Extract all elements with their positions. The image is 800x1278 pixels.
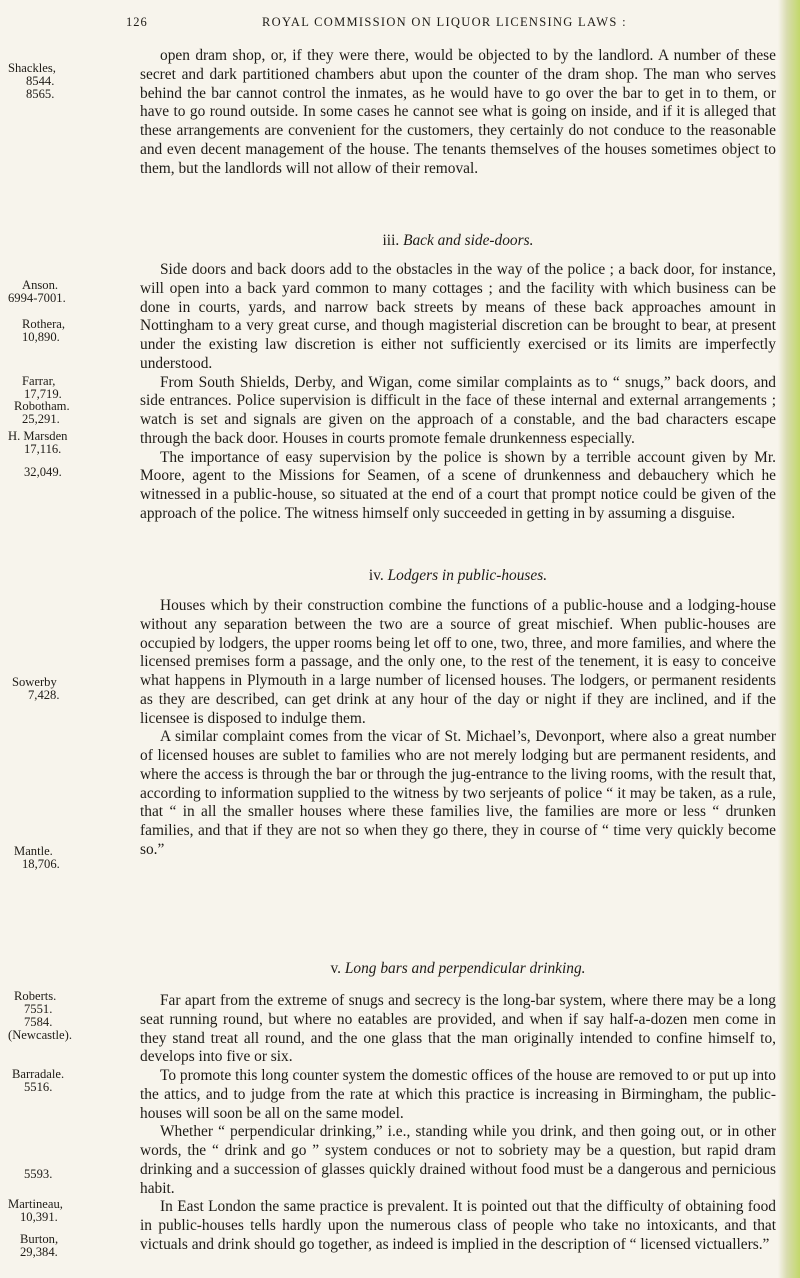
paragraph: In East London the same practice is prevalent. It is pointed out that the difficulty of obtaining food in public-houses tells hardly upon the numerous class of people who take no intoxicants, and that victuals and drink should go together, as indeed is implied in the description of “ licensed victuallers.” (140, 1198, 776, 1253)
margin-ref: 7551. (24, 1002, 53, 1016)
heading-title: Back and side-doors. (403, 232, 534, 249)
paragraph: Whether “ perpendicular drinking,” i.e., standing while you drink, and then going out, or in other words, the “ drink and go ” system conduces or not to sobriety may be a question, but rapid dram drinking and a succession of glasses quickly drained without food must be a dangerous and pernicious habit. (140, 1123, 776, 1197)
paragraph: From South Shields, Derby, and Wigan, come similar complaints as to “ snugs,” back doors, and side entrances. Police supervision is difficult in the face of these internal and external arrangements ; watch is set and signals are given on the approach of a constable, and the bad characters escape through the back door. Houses in courts promote female drunkenness especially. (140, 373, 776, 447)
heading-title: Lodgers in public-houses. (387, 567, 548, 584)
margin-note-marsden (8, 430, 138, 456)
page-number: 126 (126, 15, 148, 29)
margin-note-anson (8, 279, 138, 305)
paragraph: A similar complaint comes from the vicar of St. Michael’s, Devonport, where also a great number of licensed houses are sublet to families who are not merely lodging but are permanent residents, and where the access is through the bar or through the jug-entrance to the living rooms, with the result that, according to information supplied to the witness by two serjeants of police “ it may be taken, as a rule, that “ in all the smaller houses where these families live, the families are more or less “ drunken families, and that if they are not so when they go there, they in course of “ time very quickly become so.” (140, 728, 776, 858)
margin-name: Farrar, (22, 374, 56, 388)
margin-note-sowerby (8, 676, 138, 702)
body-text-section-iv (140, 597, 776, 860)
margin-ref: 18,706. (22, 857, 60, 871)
margin-ref: 17,719. (24, 387, 62, 401)
heading-number: iv. (368, 567, 384, 584)
margin-ref: 7584. (24, 1015, 53, 1029)
margin-name: H. Marsden (8, 429, 68, 443)
page-edge-tint (778, 0, 800, 1278)
margin-ref: 8565. (26, 87, 55, 101)
paragraph: To promote this long counter system the domestic offices of the house are removed to or put up into the attics, and to judge from the rate at which this practice is increasing in Birmingham, the public-houses will soon be all on the same model. (140, 1067, 776, 1122)
margin-name: Rothera, (22, 317, 66, 331)
margin-name: Martineau, (8, 1197, 63, 1211)
margin-name: Anson. (22, 278, 59, 292)
margin-ref: 17,116. (24, 442, 62, 456)
section-heading-iv (140, 567, 776, 585)
margin-note-roberts (8, 990, 138, 1042)
margin-name: Barradale. (12, 1067, 65, 1081)
paragraph: Side doors and back doors add to the obstacles in the way of the police ; a back door, for instance, will open into a back yard common to many cottages ; and the facility with which business can be done in courts, yards, and narrow back streets by means of these back approaches amount in Nottingham to a very great curse, and though magisterial discretion can be brought to bear, at present under the existing law discretion is either not sufficiently exercised or its limits are imperfectly understood. (140, 261, 776, 372)
margin-note-farrar (8, 375, 138, 401)
margin-ref: 10,391. (20, 1210, 58, 1224)
margin-name: Roberts. (14, 989, 57, 1003)
section-heading-v (140, 960, 776, 978)
margin-note-burton (8, 1233, 138, 1259)
margin-ref: 25,291. (22, 412, 60, 426)
margin-ref: 7,428. (28, 688, 60, 702)
paragraph: open dram shop, or, if they were there, would be objected to by the landlord. A number of these secret and dark partitioned chambers abut upon the counter of the dram shop. The man who serves behind the bar cannot control the inmates, as he would have to go over the bar to get in to them, or have to go round outside. In some cases he cannot see what is going on inside, and if it is alleged that these arrangements are convenient for the customers, they certainly do not conduce to the reasonable and even decent management of the house. The tenants themselves of the houses sometimes object to them, but the landlords will not allow of their removal. (140, 47, 776, 177)
margin-note-martineau (8, 1198, 138, 1224)
paragraph: The importance of easy supervision by the police is shown by a terrible account given by Mr. Moore, agent to the Missions for Seamen, of a scene of drunkenness and debauchery which he witnessed in a public-house, so situated at the end of a court that prompt notice could be given of the approach of the police. The witness himself only succeeded in getting in by assuming a disguise. (140, 448, 776, 522)
margin-name: Robotham. (14, 399, 70, 413)
margin-name: Sowerby (12, 675, 57, 689)
margin-note-5593 (8, 1168, 138, 1181)
margin-place: (Newcastle). (8, 1028, 72, 1042)
margin-note-rothera (8, 318, 138, 344)
margin-note-barradale (8, 1068, 138, 1094)
margin-note-shackles (8, 62, 138, 101)
margin-note-robotham (8, 400, 138, 426)
margin-ref: 29,384. (20, 1245, 58, 1259)
margin-note-mantle (8, 845, 138, 871)
section-heading-iii (140, 232, 776, 250)
margin-ref: 32,049. (24, 465, 62, 479)
heading-number: v. (330, 960, 341, 977)
margin-note-moore (8, 466, 138, 479)
margin-ref: 8544. (26, 74, 55, 88)
paragraph: Houses which by their construction combine the functions of a public-house and a lodging-house without any separation between the two are a source of great mischief. When public-houses are occupied by lodgers, the upper rooms being let off to one, two, three, and more families, and where the licensed premises form a passage, and the only one, to the rest of the tenement, it is easy to conceive what happens in Plymouth in a large number of licensed houses. The lodgers, or permanent residents as they are described, can get drink at any hour of the day or night if they are inclined, and if the licensee is disposed to indulge them. (140, 597, 776, 727)
body-text-section-v (140, 992, 776, 1255)
body-text-section-iii (140, 261, 776, 524)
heading-title: Long bars and perpendicular drinking. (344, 960, 586, 977)
margin-ref: 10,890. (22, 330, 60, 344)
paragraph: Far apart from the extreme of snugs and secrecy is the long-bar system, where there may be a long seat running round, but where no eatables are provided, and when if say half-a-dozen men come in they stand treat all round, and the one glass that the man originally intended to confine himself to, develops into five or six. (140, 992, 776, 1066)
heading-number: iii. (382, 232, 400, 249)
margin-ref: 5516. (24, 1080, 53, 1094)
margin-ref: 6994-7001. (8, 291, 66, 305)
running-title: ROYAL COMMISSION ON LIQUOR LICENSING LAWS : (262, 15, 627, 29)
margin-name: Mantle. (14, 844, 53, 858)
body-text-section-1 (140, 47, 776, 178)
margin-name: Burton, (20, 1232, 59, 1246)
margin-name: Shackles, (8, 61, 56, 75)
margin-ref: 5593. (24, 1167, 53, 1181)
